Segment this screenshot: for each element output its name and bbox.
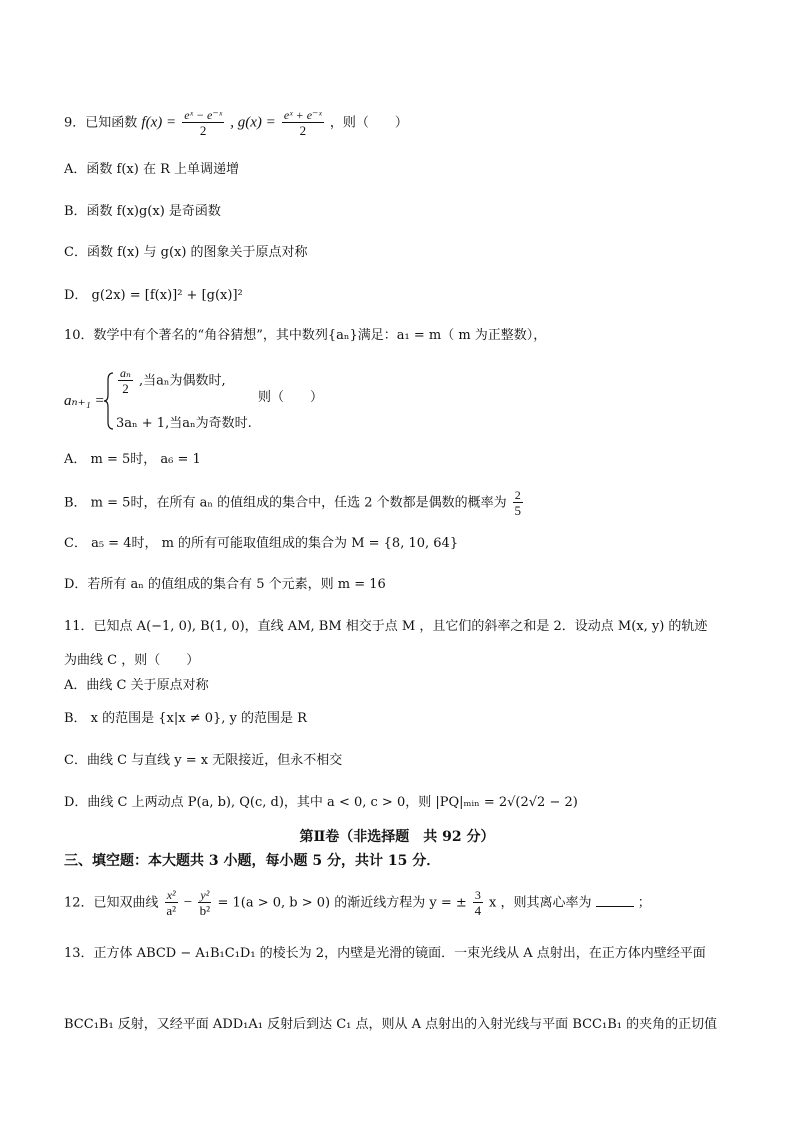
q10-option-a[interactable]: A． m = 5时， a₆ = 1 [64,452,201,467]
q11-stem-line2: 为曲线 C ，则（ ） [64,653,200,668]
q10-option-b[interactable] [64,488,525,518]
q13-line2: BCC₁B₁ 反射，又经平面 ADD₁A₁ 反射后到达 C₁ 点，则从 A 点射出的入射光线与平面 BCC₁B₁ 的夹角的正切值 [64,1017,718,1032]
q9-g-fraction [282,108,324,138]
q9-option-c[interactable]: C．函数 f(x) 与 g(x) 的图象关于原点对称 [64,245,308,260]
q10-option-b-fraction [513,488,523,518]
q10-case1-num: aₙ [120,366,131,380]
q10-lhs: aₙ₊₁ = [64,393,105,409]
q12-k-fraction [473,888,483,918]
q10-option-d[interactable]: D．若所有 aₙ 的值组成的集合有 5 个元素，则 m = 16 [64,577,386,592]
q11-stem-line1: 11．已知点 A(−1, 0), B(1, 0)，直线 AM, BM 相交于点 M ，且它们的斜率之和是 2．设动点 M(x, y) 的轨迹 [64,619,708,634]
q12-suffix: x ，则其离心率为 [489,895,592,911]
q9-option-d[interactable]: D． g(2x) = [f(x)]² + [g(x)]² [64,288,243,303]
part-3-heading: 三、填空题：本大题共 3 小题，每小题 5 分，共计 15 分． [64,853,441,869]
q10-option-b-den: 5 [514,503,522,518]
q10-case1-fraction [118,366,133,396]
q10-case-1 [116,366,226,396]
q12-x2: x² [166,888,176,902]
q12-b2: b² [199,903,211,918]
q11-option-b[interactable]: B． x 的范围是 {x|x ≠ 0}, y 的范围是 R [64,711,307,726]
q10-stem: 10．数学中有个著名的“角谷猜想”，其中数列{aₙ}满足：a₁ = m（ m 为正整数）， [64,328,547,343]
q12-answer-blank[interactable] [596,894,634,907]
q12-prefix: 12．已知双曲线 [64,895,159,911]
q10-case1-den: 2 [122,381,129,396]
q9-g-numerator: eˣ + e⁻ˣ [283,108,322,122]
q11-option-a[interactable]: A．曲线 C 关于原点对称 [64,678,209,693]
q9-suffix: ，则（ ） [329,115,408,131]
q12-y2: y² [200,888,210,902]
q10-option-c[interactable]: C． a₅ = 4时， m 的所有可能取值组成的集合为 M = {8, 10, 64} [64,536,459,551]
q12-k-den: 4 [474,903,482,918]
q9-prefix: 9．已知函数 [64,115,138,131]
q12-k-num: 3 [474,888,481,902]
q12-a2: a² [166,903,176,918]
q12-end: ； [637,895,651,911]
q11-option-c[interactable]: C．曲线 C 与直线 y = x 无限接近，但永不相交 [64,753,343,768]
q9-option-b[interactable]: B．函数 f(x)g(x) 是奇函数 [64,204,221,219]
question-9-stem: 9．已知函数 f(x) = $\frac{\text{eˣ − e⁻ˣ}}{2}$ , g(x) = $\frac{\text{eˣ + e⁻ˣ}}{2}$ ，则（ ） [64,108,408,138]
q12-x-fraction [165,888,178,918]
q9-f-denominator: 2 [199,123,207,138]
q9-option-a[interactable]: A．函数 f(x) 在 R 上单调递增 [64,162,239,177]
q13-line1: 13．正方体 ABCD − A₁B₁C₁D₁ 的棱长为 2，内壁是光滑的镜面．一束光线从 A 点射出，在正方体内壁经平面 [64,946,706,961]
piecewise-brace-icon [104,372,114,430]
q10-option-b-text: B． m = 5时，在所有 aₙ 的值组成的集合中，任选 2 个数都是偶数的概率为 [64,495,507,511]
q10-then: 则（ ） [258,390,324,405]
q12-stem: 12．已知双曲线 $\frac{\text{x²}}{\text{a²}}$ − $\frac{\text{y²}}{\text{b²}}$ = 1(a > 0, b > 0) 的渐近线方程为 y = ± $\frac{3}{4}$ x ，则其离心率为 ； [64,888,651,918]
q11-option-d[interactable]: D．曲线 C 上两动点 P(a, b), Q(c, d)，其中 a < 0, c > 0，则 |PQ|ₘᵢₙ = 2√(2√2 − 2) [64,795,578,810]
q9-f-fraction [182,108,224,138]
q12-condition: = 1(a > 0, b > 0) 的渐近线方程为 y = ± [217,895,467,911]
q9-g-denominator: 2 [299,123,307,138]
q12-y-fraction [198,888,211,918]
q10-case-2: 3aₙ + 1,当aₙ为奇数时. [116,416,252,431]
q9-f-numerator: eˣ − e⁻ˣ [184,108,223,122]
q10-option-b-num: 2 [514,488,521,502]
section-ii-title: 第Ⅱ卷（非选择题 共 92 分） [299,829,495,845]
q10-case1-text: ,当aₙ为偶数时, [139,373,226,389]
